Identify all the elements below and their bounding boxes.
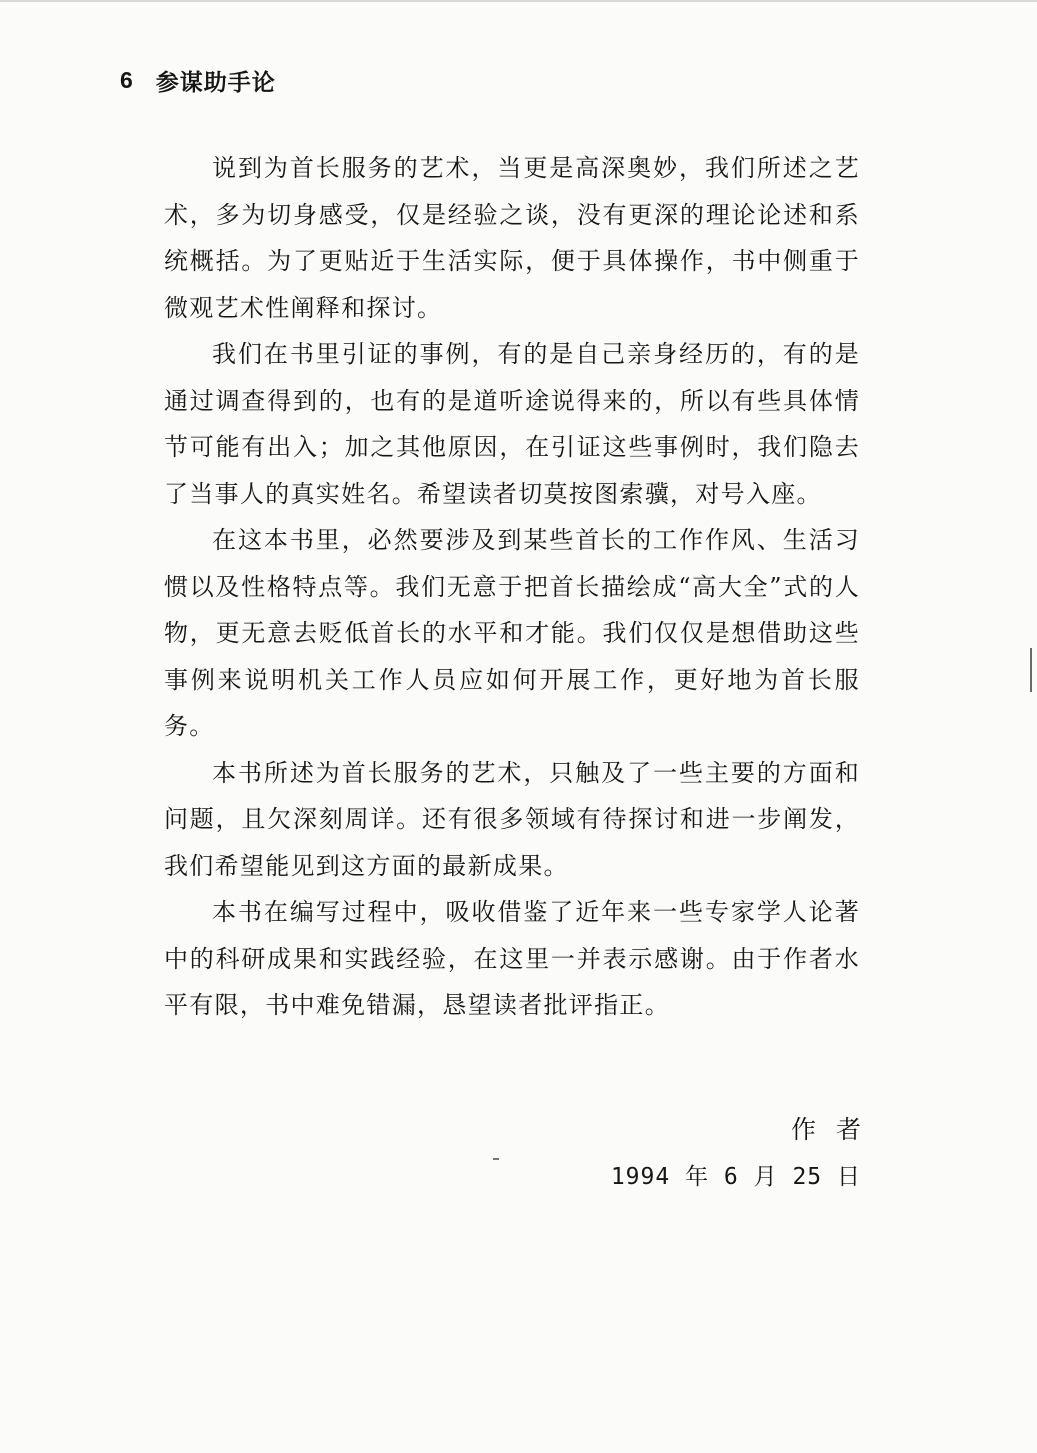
- scan-top-edge: [0, 0, 1037, 2]
- scan-margin-mark: [1030, 648, 1032, 692]
- author-signature: 作者: [790, 1115, 881, 1144]
- paragraph-5: 本书在编写过程中，吸收借鉴了近年来一些专家学人论著中的科研成果和实践经验，在这里一并表示感谢。由于作者水平有限，书中难免错漏，恳望读者批评指正。: [164, 898, 860, 1019]
- paragraph-1: 说到为首长服务的艺术，当更是高深奥妙，我们所述之艺术，多为切身感受，仅是经验之谈，没有更深的理论论述和系统概括。为了更贴近于生活实际，便于具体操作，书中侧重于微观艺术性阐释和探讨。: [164, 154, 860, 322]
- preface-body: [164, 145, 860, 1029]
- scan-speck: [493, 1158, 499, 1160]
- page-number: 6: [120, 66, 134, 93]
- paragraph-4: 本书所述为首长服务的艺术，只触及了一些主要的方面和问题，且欠深刻周详。还有很多领域有待探讨和进一步阐发，我们希望能见到这方面的最新成果。: [164, 758, 860, 880]
- paragraph-2: 我们在书里引证的事例，有的是自己亲身经历的，有的是通过调查得到的，也有的是道听途说得来的，所以有些具体情节可能有出入；加之其他原因，在引证这些事例时，我们隐去了当事人的真实姓名。希望读者切莫按图索骥，对号入座。: [164, 340, 860, 508]
- book-title: 参谋助手论: [155, 68, 276, 96]
- preface-date: 1994 年 6 月 25 日: [610, 1164, 861, 1190]
- paragraph-3: 在这本书里，必然要涉及到某些首长的工作作风、生活习惯以及性格特点等。我们无意于把首长描绘成“高大全”式的人物，更无意去贬低首长的水平和才能。我们仅仅是想借助这些事例来说明机关工作人员应如何开展工作，更好地为首长服务。: [164, 526, 860, 740]
- running-header: [120, 64, 276, 96]
